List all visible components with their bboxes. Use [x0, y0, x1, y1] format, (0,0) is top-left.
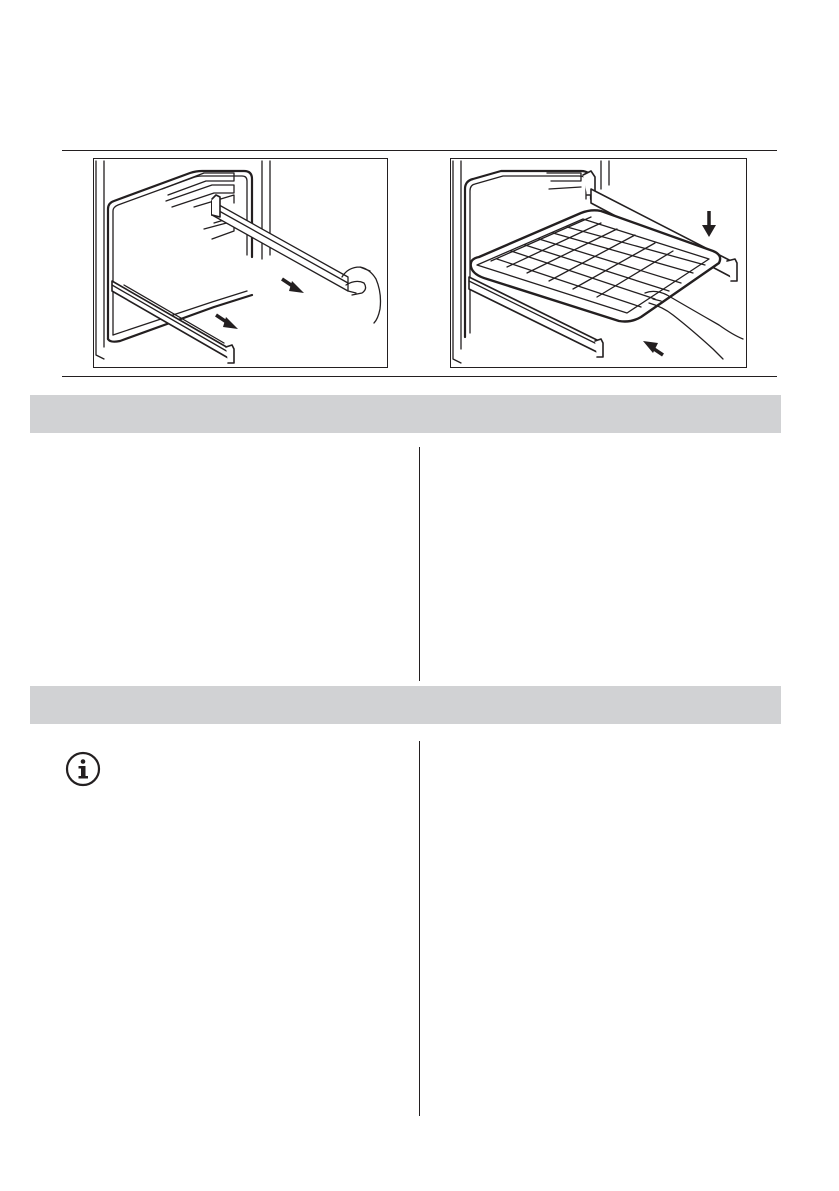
figure-top-rule: [62, 150, 777, 151]
info-icon: [65, 751, 101, 787]
install-wire-shelf-figure: [450, 158, 747, 368]
arrow-up-left-icon: [643, 341, 663, 355]
column-divider: [419, 741, 420, 1116]
arrow-down-icon: [702, 211, 716, 237]
section-heading-band: [30, 395, 781, 433]
oven-cavity-illustration: [94, 159, 387, 367]
arrow-right-down-icon: [282, 279, 304, 293]
arrow-right-down-icon: [216, 315, 238, 329]
remove-telescopic-runner-figure: [93, 158, 388, 368]
figure-bottom-rule: [62, 376, 777, 377]
section-heading-band: [30, 686, 781, 724]
wire-shelf-illustration: [451, 159, 746, 367]
column-divider: [419, 447, 420, 681]
